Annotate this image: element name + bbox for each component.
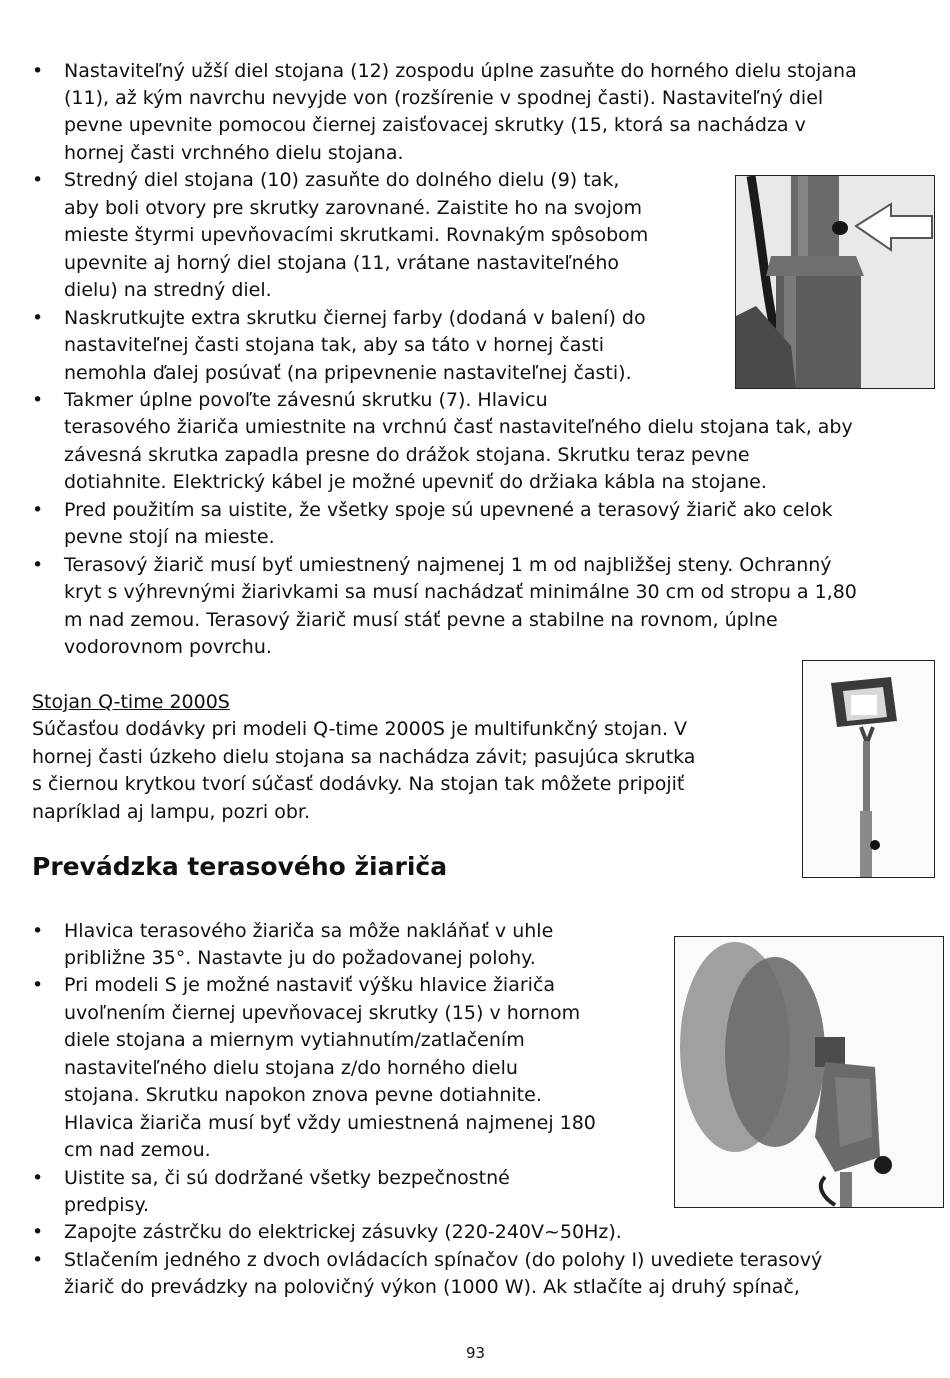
heater-tilt-photo (674, 936, 944, 1208)
text-line: s čiernou krytkou tvorí súčasť dodávky. Na stojan tak môžete pripojiť (32, 773, 685, 795)
text-line: hornej časti vrchného dielu stojana. (64, 142, 404, 164)
text-line: Nastaviteľný užší diel stojana (12) zospodu úplne zasuňte do horného dielu stojana (64, 60, 857, 82)
section-heading: Prevádzka terasového žiariča (32, 852, 448, 881)
text-line: aby boli otvory pre skrutky zarovnané. Zaistite ho na svojom (64, 197, 643, 219)
text-line: približne 35°. Nastavte ju do požadovanej polohy. (64, 947, 536, 969)
text-line: hornej časti úzkeho dielu stojana sa nachádza závit; pasujúca skrutka (32, 746, 696, 768)
text-line: dielu) na stredný diel. (64, 279, 272, 301)
text-line: upevnite aj horný diel stojana (11, vrátane nastaviteľného (64, 252, 620, 274)
bullet-marker: • (32, 1221, 44, 1243)
text-line: Uistite sa, či sú dodržané všetky bezpečnostné (64, 1167, 510, 1189)
text-line: nastaviteľnej časti stojana tak, aby sa táto v hornej časti (64, 334, 605, 356)
text-line: predpisy. (64, 1194, 150, 1216)
text-line: m nad zemou. Terasový žiarič musí stáť pevne a stabilne na rovnom, úplne (64, 609, 778, 631)
bullet-marker: • (32, 920, 44, 942)
text-line: terasového žiariča umiestnite na vrchnú časť nastaviteľného dielu stojana tak, aby (64, 416, 853, 438)
text-line: Naskrutkujte extra skrutku čiernej farby (dodaná v balení) do (64, 307, 646, 329)
bullet-marker: • (32, 60, 44, 82)
text-line: uvoľnením čiernej upevňovacej skrutky (15) v hornom (64, 1002, 581, 1024)
text-line: Hlavica žiariča musí byť vždy umiestnená najmenej 180 (64, 1112, 596, 1134)
text-line: dotiahnite. Elektrický kábel je možné upevniť do držiaka kábla na stojane. (64, 471, 767, 493)
stand-screw-photo (735, 175, 935, 389)
page-number: 93 (466, 1344, 486, 1362)
text-line: diele stojana a miernym vytiahnutím/zatlačením (64, 1029, 525, 1051)
bullet-marker: • (32, 307, 44, 329)
text-line: nemohla ďalej posúvať (na pripevnenie nastaviteľnej časti). (64, 362, 632, 384)
text-line: kryt s výhrevnými žiarivkami sa musí nachádzať minimálne 30 cm od stropu a 1,80 (64, 581, 857, 603)
text-line: vodorovnom povrchu. (64, 636, 272, 658)
bullet-marker: • (32, 1249, 44, 1271)
text-line: Stredný diel stojana (10) zasuňte do dolného dielu (9) tak, (64, 169, 620, 191)
text-line: závesná skrutka zapadla presne do drážok stojana. Skrutku teraz pevne (64, 444, 750, 466)
bullet-marker: • (32, 1167, 44, 1189)
text-line: Pri modeli S je možné nastaviť výšku hlavice žiariča (64, 974, 556, 996)
text-line: nastaviteľného dielu stojana z/do horného dielu (64, 1057, 518, 1079)
bullet-marker: • (32, 169, 44, 191)
bullet-marker: • (32, 554, 44, 576)
text-line: mieste štyrmi upevňovacími skrutkami. Rovnakým spôsobom (64, 224, 649, 246)
text-line: Pred použitím sa uistite, že všetky spoje sú upevnené a terasový žiarič ako celok (64, 499, 833, 521)
text-line: žiarič do prevádzky na polovičný výkon (1000 W). Ak stlačíte aj druhý spínač, (64, 1276, 800, 1298)
text-line: Súčasťou dodávky pri modeli Q-time 2000S je multifunkčný stojan. V (32, 718, 688, 740)
text-line: Stlačením jedného z dvoch ovládacích spínačov (do polohy I) uvediete terasový (64, 1249, 823, 1271)
text-line: pevne upevnite pomocou čiernej zaisťovacej skrutky (15, ktorá sa nachádza v (64, 114, 806, 136)
bullet-marker: • (32, 389, 44, 411)
text-line: Hlavica terasového žiariča sa môže nakláňať v uhle (64, 920, 554, 942)
text-line: stojana. Skrutku napokon znova pevne dotiahnite. (64, 1084, 542, 1106)
text-line: Zapojte zástrčku do elektrickej zásuvky (220-240V~50Hz). (64, 1221, 622, 1243)
text-line: Terasový žiarič musí byť umiestnený najmenej 1 m od najbližšej steny. Ochranný (64, 554, 832, 576)
text-line: pevne stojí na mieste. (64, 526, 275, 548)
bullet-marker: • (32, 499, 44, 521)
text-line: napríklad aj lampu, pozri obr. (32, 801, 311, 823)
text-line: cm nad zemou. (64, 1139, 211, 1161)
bullet-marker: • (32, 974, 44, 996)
lamp-on-stand-photo (802, 660, 935, 878)
stand-title: Stojan Q-time 2000S (32, 691, 230, 713)
text-line: (11), až kým navrchu nevyjde von (rozšírenie v spodnej časti). Nastaviteľný diel (64, 87, 824, 109)
text-line: Takmer úplne povoľte závesnú skrutku (7). Hlavicu (64, 389, 548, 411)
